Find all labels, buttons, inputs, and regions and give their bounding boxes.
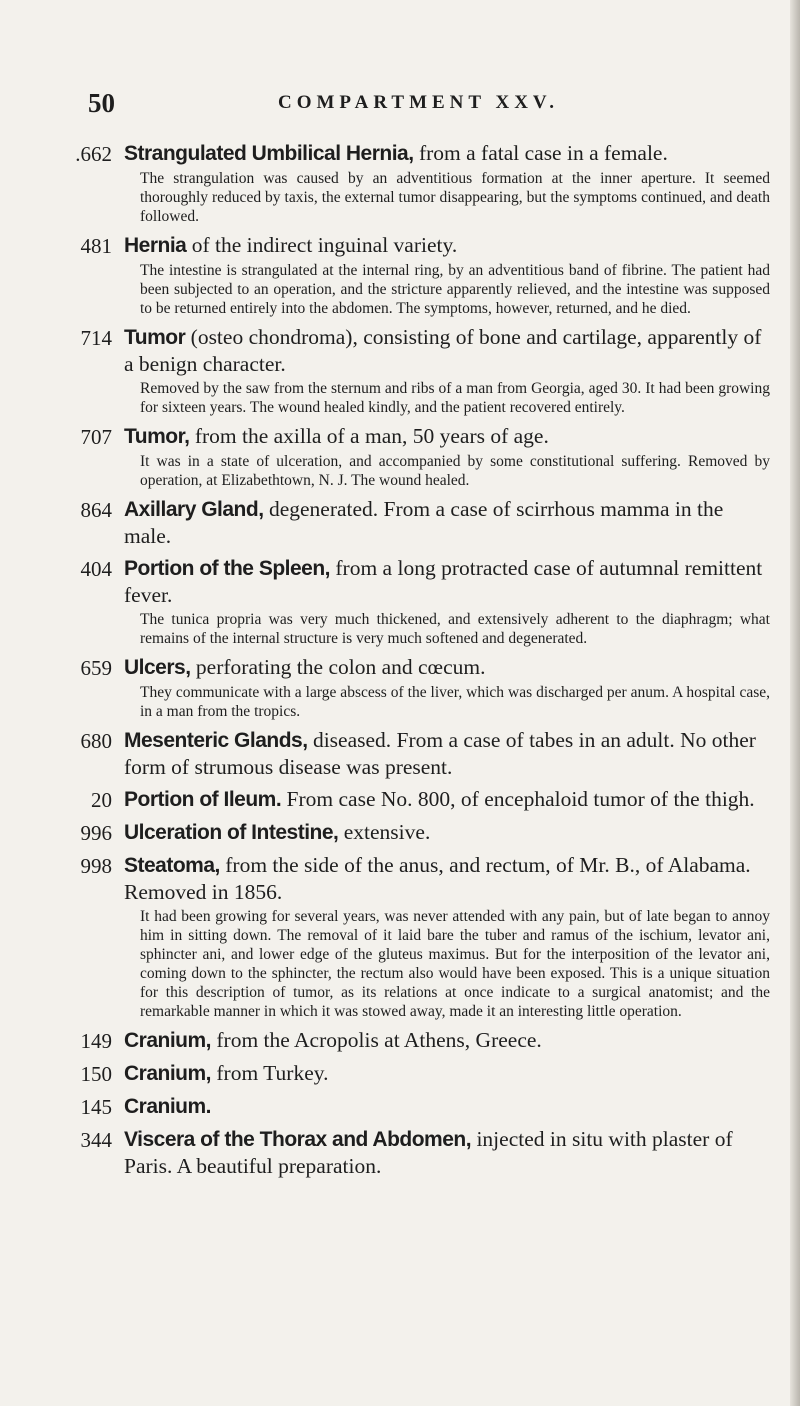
entry-text: from Turkey. [211, 1061, 329, 1085]
entry-text: from the axilla of a man, 50 years of age. [189, 424, 549, 448]
entry-number: 20 [91, 788, 112, 812]
entry-note: They communicate with a large abscess of the liver, which was discharged per anum. A hospital case, in a man from the tropics. [140, 684, 770, 720]
entry-number: 996 [80, 821, 112, 845]
entry-text: diseased. From a case of tabes in an adult. No other form of strumous disease was present. [124, 728, 756, 779]
catalogue-entry [40, 1093, 770, 1120]
entry-number: 659 [80, 656, 112, 680]
running-head: COMPARTMENT XXV. [278, 92, 559, 113]
catalogue-entry [40, 1027, 770, 1054]
entry-title: Cranium, [124, 1062, 212, 1085]
entry-text: from a long protracted case of autumnal remittent fever. [124, 556, 763, 607]
entry-title: Portion of Ileum. [124, 788, 282, 811]
entry-text: from a fatal case in a female. [413, 141, 668, 165]
entry-title: Ulcers, [124, 656, 191, 679]
catalogue-entry [40, 324, 770, 417]
entry-title: Steatoma, [124, 854, 220, 877]
catalogue-entry [40, 140, 770, 226]
page-header [88, 88, 768, 118]
entry-text: degenerated. From a case of scirrhous mamma in the male. [124, 497, 724, 548]
page-number: 50 [88, 88, 115, 118]
catalogue-entry [40, 555, 770, 648]
catalogue-entry [40, 786, 770, 813]
catalogue-entry [40, 232, 770, 318]
entry-title: Axillary Gland, [124, 498, 264, 521]
entry-note: It was in a state of ulceration, and accompanied by some constitutional suffering. Removed by operation, at Elizabethtown, N. J. The wound healed. [140, 453, 770, 489]
catalogue-entry [40, 727, 770, 780]
entry-title: Tumor, [124, 425, 190, 448]
entry-title: Ulceration of Intestine, [124, 821, 339, 844]
page-edge-shadow [790, 0, 800, 1406]
entry-number: 344 [80, 1128, 112, 1152]
entry-title: Cranium, [124, 1029, 212, 1052]
catalogue-entry [40, 654, 770, 721]
entry-title: Tumor [124, 326, 186, 349]
entry-number: 707 [80, 425, 112, 449]
entry-text: injected in situ with plaster of Paris. A beautiful preparation. [124, 1127, 733, 1178]
catalogue-entry [40, 423, 770, 490]
entry-note: The tunica propria was very much thickened, and extensively adherent to the diaphragm; what remains of the internal structure is very much softened and degenerated. [140, 611, 770, 647]
entry-note: Removed by the saw from the sternum and ribs of a man from Georgia, aged 30. It had been growing for sixteen years. The wound healed kindly, and the patient recovered entirely. [140, 380, 770, 416]
entry-title: Hernia [124, 234, 187, 257]
entry-title: Viscera of the Thorax and Abdomen, [124, 1128, 472, 1151]
entry-text: (osteo chondroma), consisting of bone and cartilage, apparently of a benign character. [124, 325, 762, 376]
catalogue-entry [40, 1126, 770, 1179]
entry-text: of the indirect inguinal variety. [186, 233, 458, 257]
catalogue-entry [40, 852, 770, 1021]
entry-title: Strangulated Umbilical Hernia, [124, 142, 414, 165]
catalogue-entry [40, 1060, 770, 1087]
entry-number: 680 [80, 729, 112, 753]
entry-title: Cranium. [124, 1095, 212, 1118]
entry-text: perforating the colon and cœcum. [190, 655, 486, 679]
entry-text: from the Acropolis at Athens, Greece. [211, 1028, 542, 1052]
entry-number: 714 [80, 326, 112, 350]
entry-number: 998 [80, 854, 112, 878]
catalogue-entries [40, 140, 770, 1185]
catalogue-entry [40, 819, 770, 846]
entry-number: 481 [80, 234, 112, 258]
entry-number: 150 [80, 1062, 112, 1086]
entry-note: The strangulation was caused by an adventitious formation at the inner aperture. It seemed thoroughly reduced by taxis, the external tumor disappearing, but the symptoms continued, and death followed. [140, 170, 770, 225]
entry-title: Portion of the Spleen, [124, 557, 331, 580]
entry-text: extensive. [338, 820, 431, 844]
entry-number: 864 [80, 498, 112, 522]
catalogue-entry [40, 496, 770, 549]
entry-title: Mesenteric Glands, [124, 729, 308, 752]
entry-number: 149 [80, 1029, 112, 1053]
entry-number: 404 [80, 557, 112, 581]
entry-text: from the side of the anus, and rectum, of Mr. B., of Alabama. Removed in 1856. [124, 853, 751, 904]
entry-note: It had been growing for several years, was never attended with any pain, but of late began to annoy him in sitting down. The removal of it laid bare the tuber and ramus of the ischium, levator ani, sphincter ani, and lower edge of the gluteus maximus. But for the interposition of the levator ani, coming down to the sphincter, the rectum also would have been exposed. This is a unique situation for this description of tumor, as its relations at once indicate to a surgical anatomist; and the remarkable manner in which it was stowed away, made it an interesting little operation. [140, 908, 770, 1020]
entry-note: The intestine is strangulated at the internal ring, by an adventitious band of fibrine. The patient had been subjected to an operation, and the stricture apparently relieved, and the intestine was supposed to be returned entirely into the abdomen. The symptoms, however, returned, and he died. [140, 262, 770, 317]
entry-number: .662 [75, 142, 112, 166]
entry-number: 145 [80, 1095, 112, 1119]
entry-text: From case No. 800, of encephaloid tumor of the thigh. [281, 787, 755, 811]
